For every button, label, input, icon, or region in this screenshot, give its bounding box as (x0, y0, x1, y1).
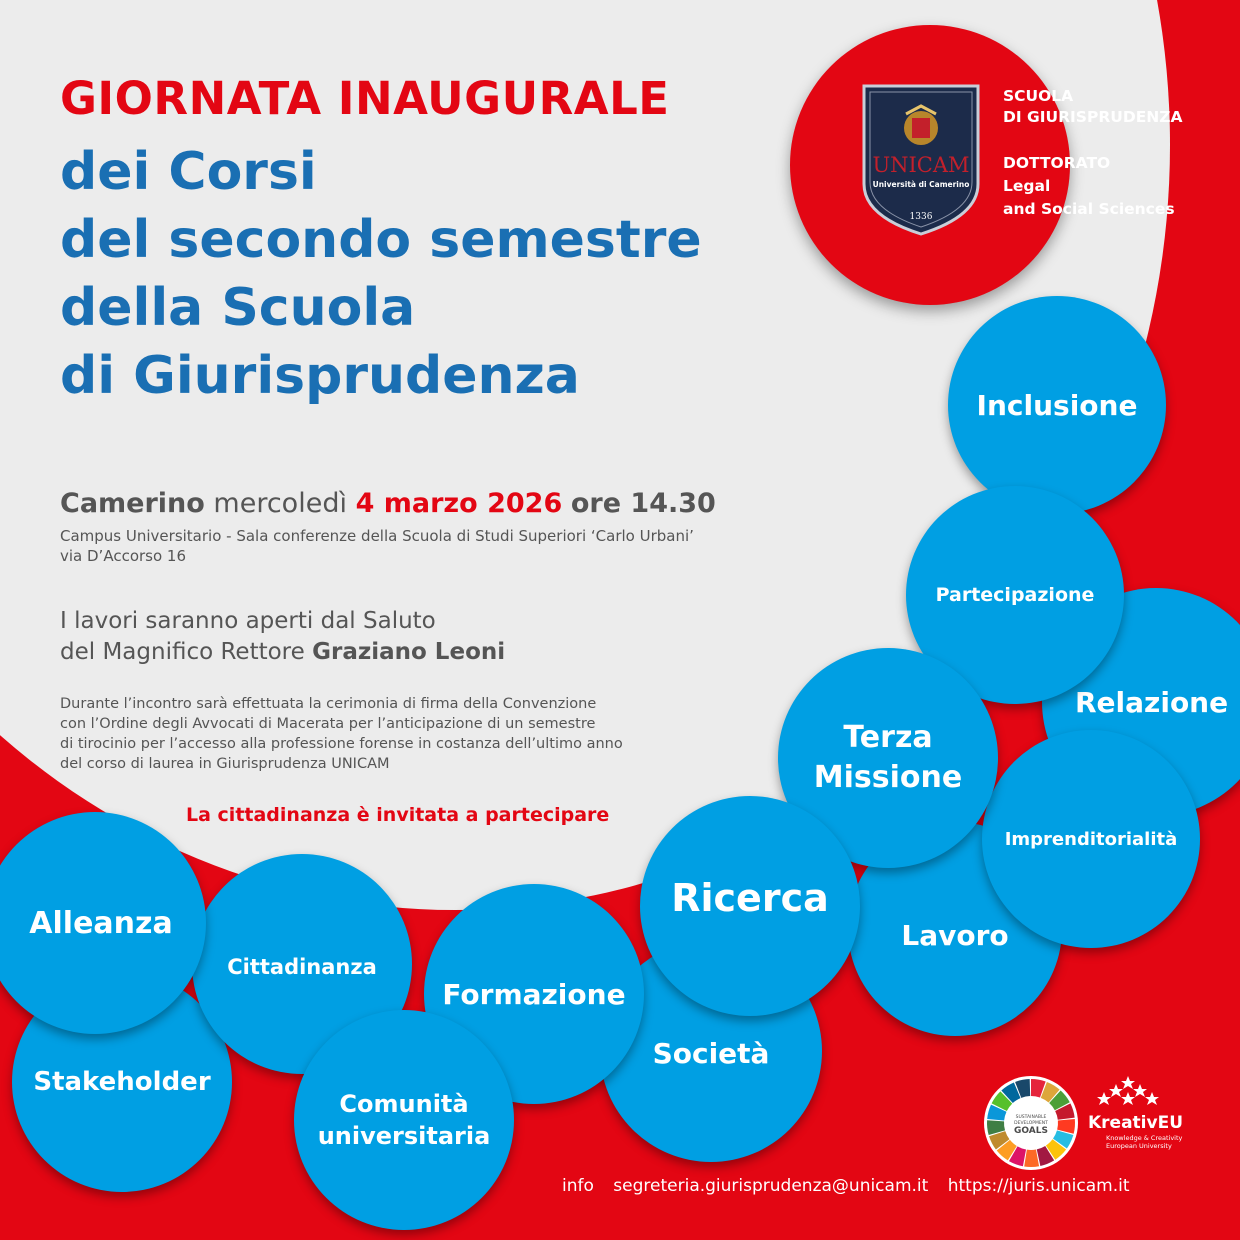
event-venue (60, 526, 694, 566)
subtitle-line: dei Corsi (60, 142, 317, 202)
event-title: GIORNATA INAUGURALE (60, 72, 670, 125)
school-name (1003, 86, 1183, 128)
opening-line: I lavori saranno aperti dal Saluto (60, 608, 436, 634)
star-icon (1133, 1084, 1147, 1097)
bubble-label: Formazione (442, 977, 626, 1011)
bubble-label: Alleanza (29, 905, 173, 941)
description-line: di tirocinio per l’accesso alla professione forense in costanza dell’ultimo anno (60, 736, 623, 752)
bubble-imprenditorialita (982, 730, 1200, 948)
bubble-label: Stakeholder (33, 1067, 211, 1097)
doctorate-line: Legal (1003, 177, 1051, 195)
kreativeu-stars (1097, 1076, 1159, 1105)
venue-line: Campus Universitario - Sala conferenze della Scuola di Studi Superiori ‘Carlo Urbani’ (60, 527, 694, 545)
subtitle-line: della Scuola (60, 278, 416, 338)
sdg-text-line: DEVELOPMENT (1014, 1121, 1048, 1126)
kreativeu-logo (1086, 1074, 1196, 1154)
description-line: del corso di laurea in Giurisprudenza UNICAM (60, 756, 390, 772)
sdg-logo (984, 1076, 1078, 1170)
event-day: mercoledì (213, 488, 347, 519)
subtitle-line: del secondo semestre (60, 210, 702, 270)
opening-line (60, 637, 505, 668)
event-date: 4 marzo 2026 (355, 488, 563, 519)
bubble-label: Relazione (1075, 685, 1229, 719)
description-line: Durante l’incontro sarà effettuata la cerimonia di firma della Convenzione (60, 696, 597, 712)
bubble-label: Inclusione (976, 388, 1138, 422)
doctorate-name (1003, 152, 1175, 221)
venue-address: via D’Accorso 16 (60, 547, 187, 565)
doctorate-line: DOTTORATO (1003, 154, 1111, 172)
unicam-shield-logo (862, 84, 980, 236)
bubble-label: Missione (813, 760, 963, 795)
event-city: Camerino (60, 488, 205, 519)
bubble-ricerca (640, 796, 860, 1016)
star-icon (1121, 1076, 1135, 1089)
bubble-label: Comunità (339, 1090, 469, 1118)
school-line: DI GIURISPRUDENZA (1003, 108, 1183, 126)
bubble-label: Partecipazione (935, 584, 1095, 606)
event-description (60, 694, 623, 774)
event-subtitle (60, 138, 702, 410)
shield-name: UNICAM (872, 153, 970, 177)
event-when (60, 488, 716, 519)
website-link[interactable]: https://juris.unicam.it (947, 1176, 1130, 1196)
info-label: info (562, 1176, 594, 1196)
invitation-text: La cittadinanza è invitata a partecipare (186, 804, 610, 826)
star-icon (1121, 1092, 1135, 1105)
bubble-label: universitaria (317, 1122, 491, 1150)
sdg-text-line: SUSTAINABLE (1015, 1115, 1047, 1120)
star-icon (1097, 1092, 1111, 1105)
subtitle-line: di Giurisprudenza (60, 346, 580, 406)
doctorate-line: and Social Sciences (1003, 200, 1175, 218)
sdg-text-line: GOALS (1014, 1126, 1048, 1136)
bubble-label: Terza (843, 720, 933, 755)
bubble-label: Ricerca (671, 876, 829, 920)
bubble-inclusione (948, 296, 1166, 514)
bubble-label: Società (652, 1036, 770, 1070)
bubble-label: Cittadinanza (227, 955, 377, 979)
kreativeu-tagline: Knowledge & Creativity (1106, 1134, 1183, 1142)
bubble-label: Imprenditorialità (1004, 828, 1178, 850)
shield-year: 1336 (909, 212, 933, 222)
star-icon (1109, 1084, 1123, 1097)
email-link[interactable]: segreteria.giurisprudenza@unicam.it (613, 1176, 929, 1196)
opening-prefix: del Magnifico Rettore (60, 639, 305, 665)
footer-contacts (562, 1176, 1144, 1196)
kreativeu-name: KreativEU (1088, 1113, 1184, 1133)
opening-note (60, 606, 505, 668)
star-icon (1145, 1092, 1159, 1105)
description-line: con l’Ordine degli Avvocati di Macerata per l’anticipazione di un semestre (60, 716, 596, 732)
event-time: ore 14.30 (570, 488, 716, 519)
shield-subtitle: Università di Camerino (872, 180, 970, 189)
bubble-label: Lavoro (901, 918, 1009, 952)
school-line: SCUOLA (1003, 87, 1074, 105)
kreativeu-tagline: European University (1106, 1142, 1172, 1150)
bubble-comunita-universitaria (294, 1010, 514, 1230)
rector-name: Graziano Leoni (312, 639, 506, 665)
